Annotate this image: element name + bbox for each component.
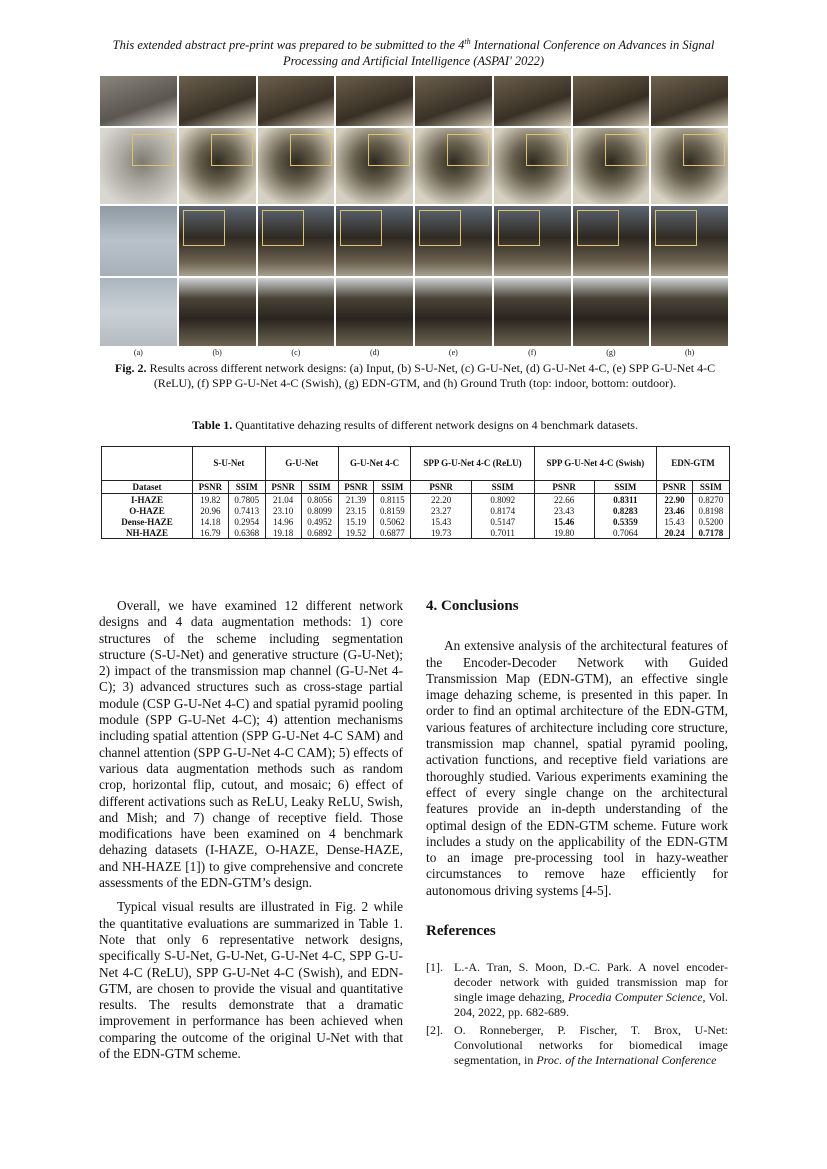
figure-image (415, 128, 492, 204)
reference-authors: O. Ronneberger, P. Fischer, T. Brox, U-Net: Convolutional networks for biomedical image segmentation, in (454, 1023, 728, 1067)
table-cell: 23.46 (657, 505, 693, 516)
results-table (101, 446, 730, 539)
table-cell: 15.43 (411, 516, 471, 527)
table-cell: 15.19 (338, 516, 374, 527)
figure-image (100, 76, 177, 126)
figure-image (494, 128, 571, 204)
table-row (102, 494, 730, 506)
figure-caption-label: Fig. 2. (114, 361, 147, 375)
table-cell: 14.18 (193, 516, 229, 527)
table-group-header: G-U-Net (265, 447, 338, 481)
figure-image (494, 206, 571, 276)
table-cell: 0.2954 (228, 516, 265, 527)
paragraph-overview: Overall, we have examined 12 different network designs and 4 data augmentation methods: 1) core structures of the scheme including segmentation structure (S-U-Net) and generative structure (G-U-Net); 2) impact of the transmission map channel (G-U-Net 4-C); 3) advanced structures such as cross-stage partial module (CSP G-U-Net 4-C) and spatial pyramid pooling module (SPP G-U-Net 4-C); 4) attention mechanisms including spatial attention (SPP G-U-Net 4-C SAM) and channel attention (SPP G-U-Net 4-C CAM); 5) effects of various data augmentation methods such as random crop, horizontal flip, cutout, and mosaic; 6) effect of different activations such as ReLU, Leaky ReLU, Swish, and Mish; and 7) change of receptive field. Those modifications have been examined on 4 benchmark dehazing datasets (I-HAZE, O-HAZE, Dense-HAZE, and NH-HAZE [1]) to give comprehensive and concrete assessments of the EDN-GTM’s design. (99, 598, 403, 891)
figure-image (573, 206, 650, 276)
table-cell: 0.8174 (471, 505, 534, 516)
table-row (102, 516, 730, 527)
table-metric-header: SSIM (374, 481, 411, 494)
table-metric-header: PSNR (338, 481, 374, 494)
reference-venue: Proc. of the International Conference (536, 1053, 717, 1067)
table-cell: 22.66 (534, 494, 594, 506)
figure-caption-text: Results across different network designs: (a) Input, (b) S-U-Net, (c) G-U-Net, (d) G-U-Net 4-C, (e) SPP G-U-Net 4-C (ReLU), (f) SPP G-U-Net 4-C (Swish), (g) EDN-GTM, and (h) Ground Truth (top: indoor, bottom: outdoor). (146, 361, 716, 390)
header-line-2: Processing and Artificial Intelligence (ASPAI' 2022) (282, 54, 545, 69)
table-cell: 0.8283 (594, 505, 656, 516)
figure-image (494, 76, 571, 126)
table-caption (100, 418, 730, 433)
table-metric-header: SSIM (594, 481, 656, 494)
reference-item (426, 960, 728, 1020)
table-caption-text: Quantitative dehazing results of different network designs on 4 benchmark datasets. (232, 418, 638, 432)
table-row (102, 527, 730, 539)
header-text-cont: International Conference on Advances in Signal (470, 38, 715, 53)
table-metric-header: SSIM (471, 481, 534, 494)
figure-image (651, 278, 728, 346)
table-row-label: NH-HAZE (102, 527, 193, 539)
figure-image (573, 278, 650, 346)
table-cell: 19.73 (411, 527, 471, 539)
figure-image (336, 206, 413, 276)
table-cell: 0.8198 (692, 505, 729, 516)
table-cell: 23.27 (411, 505, 471, 516)
figure-image (258, 278, 335, 346)
subfigure-label: (a) (133, 348, 143, 357)
table-cell: 0.7413 (228, 505, 265, 516)
figure-image (258, 206, 335, 276)
subfigure-label: (d) (369, 348, 380, 357)
table-cell: 14.96 (265, 516, 301, 527)
table-row (102, 505, 730, 516)
table-cell: 19.52 (338, 527, 374, 539)
header-text: This extended abstract pre-print was prepared to be submitted to the 4 (112, 38, 465, 53)
figure-row-outdoor-crop (100, 206, 728, 276)
table-metric-header: PSNR (534, 481, 594, 494)
table-cell: 0.8099 (301, 505, 338, 516)
reference-details: , Vol. 204, 2022, pp. 682-689. (454, 990, 728, 1019)
subfigure-label: (e) (448, 348, 458, 357)
figure-row-indoor-crop (100, 76, 728, 126)
table-cell: 20.96 (193, 505, 229, 516)
figure-caption (100, 361, 730, 391)
table-dataset-header: Dataset (102, 481, 193, 494)
reference-number: [2]. (426, 1023, 443, 1037)
table-group-header: SPP G-U-Net 4-C (ReLU) (411, 447, 534, 481)
header-superscript: th (464, 37, 471, 46)
figure-image (258, 128, 335, 204)
table-cell: 0.7011 (471, 527, 534, 539)
left-column (99, 598, 403, 1062)
subfigure-label: (b) (212, 348, 222, 357)
table-cell: 22.90 (657, 494, 693, 506)
table-metric-header: SSIM (228, 481, 265, 494)
figure-image (336, 76, 413, 126)
table-cell: 23.43 (534, 505, 594, 516)
table-metric-header: PSNR (657, 481, 693, 494)
table-cell: 19.80 (534, 527, 594, 539)
table-corner-cell (102, 447, 193, 481)
table-cell: 0.6368 (228, 527, 265, 539)
reference-venue: Procedia Computer Science (567, 990, 703, 1004)
table-metric-header: PSNR (265, 481, 301, 494)
figure-image (179, 76, 256, 126)
table-cell: 15.46 (534, 516, 594, 527)
table-group-header: G-U-Net 4-C (338, 447, 411, 481)
figure-row-outdoor (100, 278, 728, 346)
conclusions-heading: 4. Conclusions (426, 598, 519, 614)
table-cell: 0.8092 (471, 494, 534, 506)
subfigure-label: (g) (606, 348, 616, 357)
figure-image (415, 278, 492, 346)
reference-item (426, 1023, 728, 1068)
figure-image (100, 278, 177, 346)
figure-image (179, 278, 256, 346)
reference-number: [1]. (426, 960, 443, 974)
table-cell: 0.4952 (301, 516, 338, 527)
right-column (426, 598, 728, 899)
table-cell: 0.8311 (594, 494, 656, 506)
table-cell: 15.43 (657, 516, 693, 527)
page-header (60, 34, 767, 69)
subfigure-label: (h) (684, 348, 695, 357)
table-cell: 0.6892 (301, 527, 338, 539)
figure-image (179, 128, 256, 204)
subfigure-label: (c) (291, 348, 301, 357)
figure-image (336, 128, 413, 204)
table-cell: 0.5062 (374, 516, 411, 527)
table-cell: 16.79 (193, 527, 229, 539)
figure-image (258, 76, 335, 126)
figure-image (100, 128, 177, 204)
figure-image (494, 278, 571, 346)
figure-image (336, 278, 413, 346)
figure-image (651, 76, 728, 126)
table-cell: 23.15 (338, 505, 374, 516)
table-cell: 20.24 (657, 527, 693, 539)
table-cell: 19.82 (193, 494, 229, 506)
table-cell: 0.8115 (374, 494, 411, 506)
table-cell: 0.7064 (594, 527, 656, 539)
figure-image (651, 206, 728, 276)
table-cell: 0.5147 (471, 516, 534, 527)
figure-image-grid (100, 76, 730, 346)
table-cell: 22.20 (411, 494, 471, 506)
table-cell: 0.8159 (374, 505, 411, 516)
figure-image (100, 206, 177, 276)
table-cell: 0.6877 (374, 527, 411, 539)
table-metric-header: SSIM (692, 481, 729, 494)
table-caption-label: Table 1. (192, 418, 233, 432)
table-cell: 21.04 (265, 494, 301, 506)
table-cell: 0.7805 (228, 494, 265, 506)
reference-text (454, 1023, 728, 1068)
figure-row-indoor (100, 128, 728, 204)
references-heading: References (426, 923, 496, 939)
paragraph-conclusions: An extensive analysis of the architectural features of the Encoder-Decoder Network with Guided Transmission Map (EDN-GTM), an effective single image dehazing scheme, is presented in this paper. In order to find an optimal architecture of the EDN-GTM, various features of architecture including core structure, transmission map channel, spatial pyramid pooling, activation functions, and receptive field variations are thoroughly studied. Various experiments examining the effect of every single change on the architectural features provide an in-depth understanding of the optimal design of the EDN-GTM scheme. Future work includes a study on the applicability of the EDN-GTM to an image pre-processing tool in hazy-weather circumstances to remove haze efficiently for autonomous driving systems [4-5]. (426, 638, 728, 898)
table-group-header: SPP G-U-Net 4-C (Swish) (534, 447, 657, 481)
table-cell: 0.8270 (692, 494, 729, 506)
reference-authors: L.-A. Tran, S. Moon, D.-C. Park. A novel encoder-decoder network with guided transmission map for single image dehazing, (454, 960, 728, 1004)
reference-text (454, 960, 728, 1020)
table-group-header: S-U-Net (193, 447, 266, 481)
paragraph-results: Typical visual results are illustrated in Fig. 2 while the quantitative evaluations are summarized in Table 1. Note that only 6 representative network designs, specifically S-U-Net, G-U-Net, G-U-Net 4-C, SPP G-U-Net 4-C (ReLU), SPP G-U-Net 4-C (Swish), and EDN-GTM, are chosen to provide the visual and quantitative results. The results demonstrate that a dramatic improvement in performance has been achieved when comparing the outcome of the original U-Net with that of the EDN-GTM scheme. (99, 899, 403, 1062)
figure-image (651, 128, 728, 204)
table-metric-header: PSNR (411, 481, 471, 494)
subfigure-label: (f) (528, 348, 537, 357)
table-cell: 23.10 (265, 505, 301, 516)
table-row-label: I-HAZE (102, 494, 193, 506)
table-cell: 0.5200 (692, 516, 729, 527)
table-metric-header: SSIM (301, 481, 338, 494)
table-group-header: EDN-GTM (657, 447, 730, 481)
figure-image (573, 128, 650, 204)
figure-image (179, 206, 256, 276)
reference-list (426, 960, 728, 1071)
table-cell: 0.8056 (301, 494, 338, 506)
table-cell: 0.7178 (692, 527, 729, 539)
table-cell: 19.18 (265, 527, 301, 539)
table-metric-header: PSNR (193, 481, 229, 494)
table-cell: 0.5359 (594, 516, 656, 527)
figure-image (573, 76, 650, 126)
table-cell: 21.39 (338, 494, 374, 506)
table-row-label: Dense-HAZE (102, 516, 193, 527)
figure-subfigure-labels (100, 348, 730, 357)
table-row-label: O-HAZE (102, 505, 193, 516)
figure-image (415, 206, 492, 276)
figure-image (415, 76, 492, 126)
